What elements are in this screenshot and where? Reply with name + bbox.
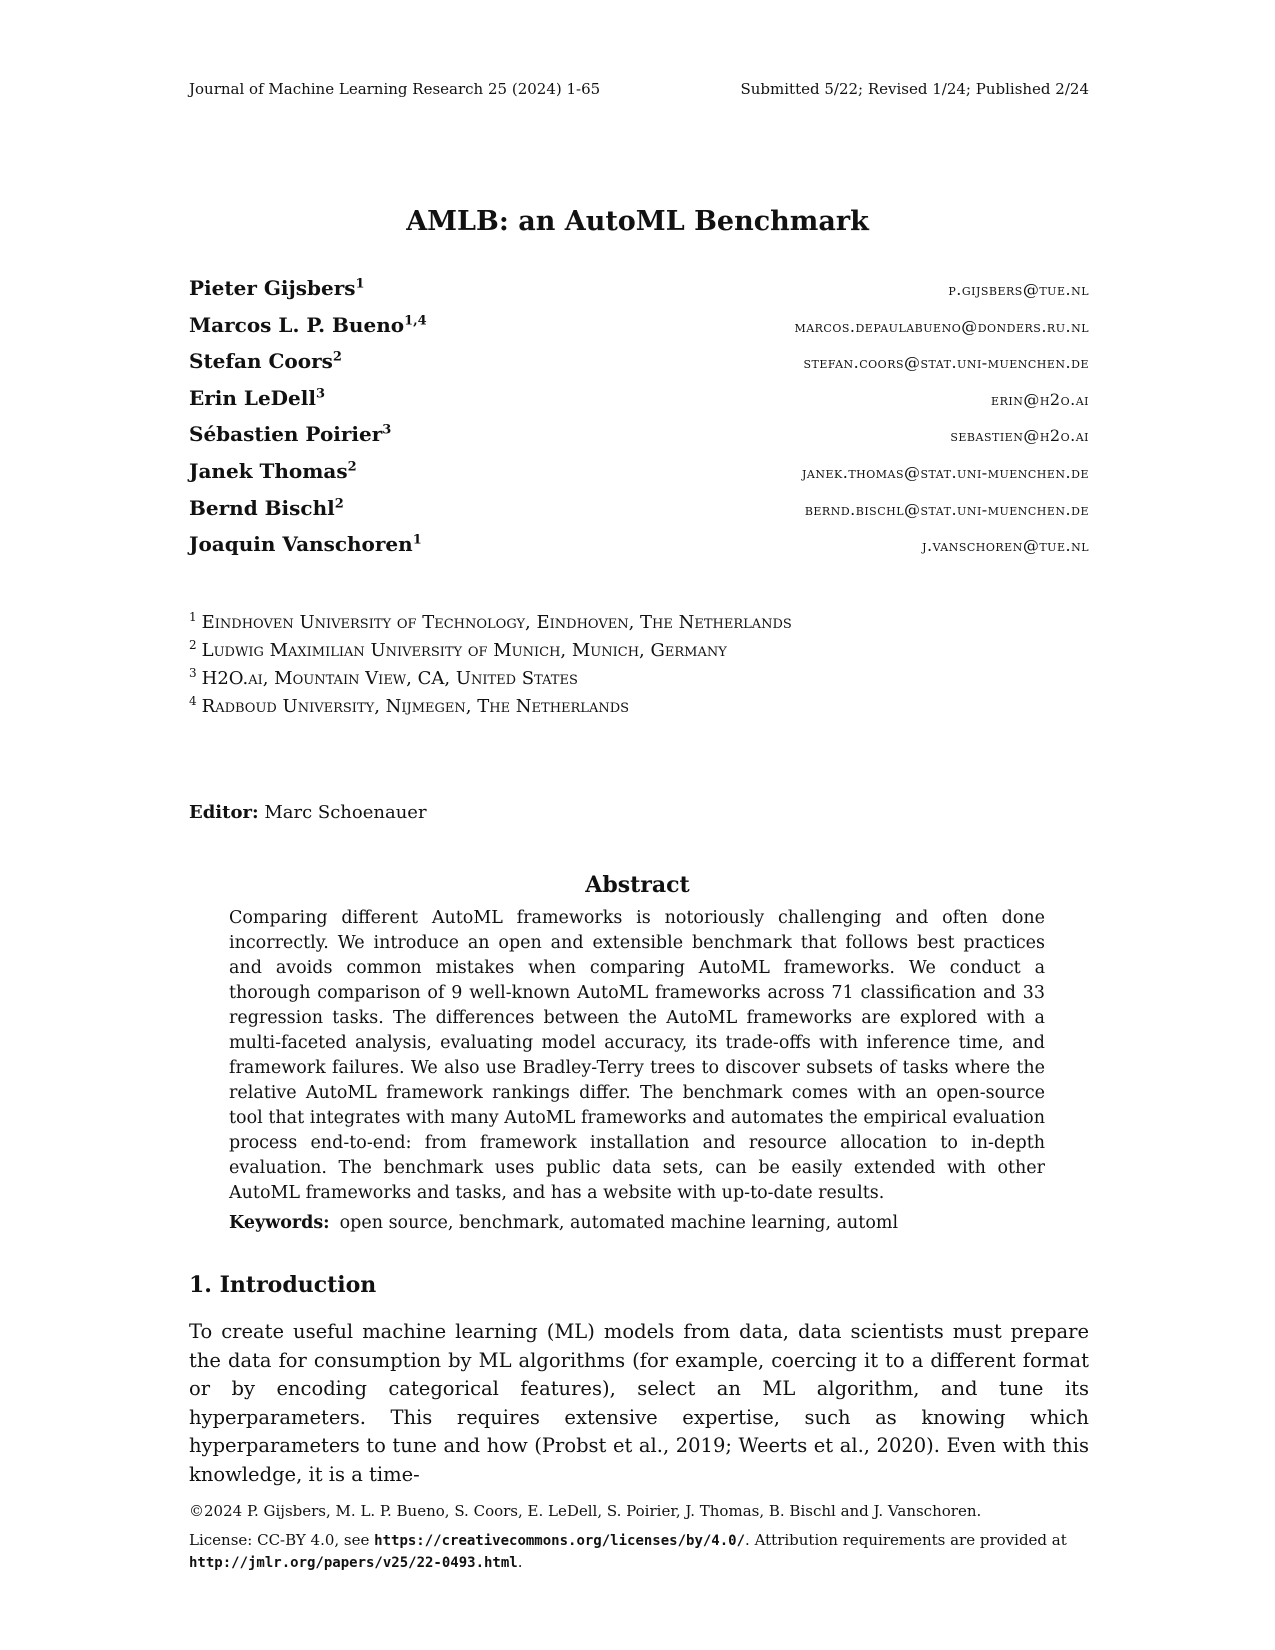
editor-line bbox=[189, 802, 427, 823]
author-email[interactable]: erin@h2o.ai bbox=[991, 389, 1089, 409]
author-email[interactable]: stefan.coors@stat.uni-muenchen.de bbox=[803, 353, 1089, 373]
author-row bbox=[189, 422, 1089, 459]
license-notice: License: CC-BY 4.0, see https://creativecommons.org/licenses/by/4.0/. Attribution requirements are provided at http://jmlr.org/papers/v25/22-0493.html. bbox=[189, 1531, 1067, 1571]
introduction-text: To create useful machine learning (ML) models from data, data scientists must prepare the data for consumption by ML algorithms (for example, coercing it to a different format or by encoding categorical features), select an ML algorithm, and tune its hyperparameters. This requires extensive expertise, such as knowing which hyperparameters to tune and how (Probst et al., 2019; Weerts et al., 2020). Even with this knowledge, it is a time- bbox=[189, 1320, 1089, 1486]
author-name: Sébastien Poirier$^3$ bbox=[189, 422, 392, 447]
abstract-heading: Abstract bbox=[585, 872, 690, 898]
author-name: Erin LeDell$^3$ bbox=[189, 385, 325, 410]
editor-name: Marc Schoenauer bbox=[264, 802, 427, 823]
author-row bbox=[189, 386, 1089, 423]
author-row bbox=[189, 276, 1089, 313]
author-name: Bernd Bischl$^2$ bbox=[189, 495, 344, 520]
affiliation: $^4$ Radboud University, Nijmegen, The Netherlands bbox=[189, 694, 630, 717]
editor-label: Editor: bbox=[189, 802, 259, 823]
author-email[interactable]: bernd.bischl@stat.uni-muenchen.de bbox=[804, 499, 1089, 519]
abstract-text: Comparing different AutoML frameworks is notoriously challenging and often done incorrectly. We introduce an open and extensible benchmark that follows best practices and avoids common mistakes when comparing AutoML frameworks. We conduct a thorough comparison of 9 well-known AutoML frameworks across 71 classification and 33 regression tasks. The differences between the AutoML frameworks are explored with a multi-faceted analysis, evaluating model accuracy, its trade-offs with inference time, and framework failures. We also use Bradley-Terry trees to discover subsets of tasks where the relative AutoML framework rankings differ. The benchmark comes with an open-source tool that integrates with many AutoML frameworks and automates the empirical evaluation process end-to-end: from framework installation and resource allocation to in-depth evaluation. The benchmark uses public data sets, can be easily extended with other AutoML frameworks and tasks, and has a website with up-to-date results. bbox=[229, 908, 1045, 1203]
author-email[interactable]: janek.thomas@stat.uni-muenchen.de bbox=[802, 462, 1089, 482]
author-email[interactable]: marcos.depaulabueno@donders.ru.nl bbox=[794, 316, 1089, 336]
affiliation: $^2$ Ludwig Maximilian University of Munich, Munich, Germany bbox=[189, 638, 727, 661]
affiliation: $^3$ H2O.ai, Mountain View, CA, United States bbox=[189, 666, 578, 689]
author-name: Stefan Coors$^2$ bbox=[189, 349, 342, 374]
paper-title: AMLB: an AutoML Benchmark bbox=[406, 206, 869, 237]
author-row bbox=[189, 532, 1089, 569]
author-email[interactable]: j.vanschoren@tue.nl bbox=[922, 536, 1089, 556]
paper-link[interactable]: http://jmlr.org/papers/v25/22-0493.html bbox=[189, 1555, 518, 1571]
author-name: Marcos L. P. Bueno$^{1,4}$ bbox=[189, 312, 427, 337]
affiliation: $^1$ Eindhoven University of Technology, Eindhoven, The Netherlands bbox=[189, 610, 792, 633]
section-heading-introduction: 1. Introduction bbox=[189, 1272, 377, 1298]
author-row bbox=[189, 459, 1089, 496]
license-link[interactable]: https://creativecommons.org/licenses/by/4.0/ bbox=[374, 1533, 746, 1549]
affiliation-list bbox=[189, 610, 1089, 722]
keywords-text: open source, benchmark, automated machine learning, automl bbox=[339, 1213, 899, 1233]
author-name: Janek Thomas$^2$ bbox=[189, 458, 357, 483]
author-email[interactable]: p.gijsbers@tue.nl bbox=[948, 280, 1089, 299]
publication-dates: Submitted 5/22; Revised 1/24; Published 2/24 bbox=[740, 80, 1089, 98]
keywords-line bbox=[229, 1213, 1045, 1233]
author-list bbox=[189, 276, 1089, 569]
copyright-notice: ©2024 P. Gijsbers, M. L. P. Bueno, S. Coors, E. LeDell, S. Poirier, J. Thomas, B. Bischl and J. Vanschoren. bbox=[189, 1502, 982, 1520]
author-name: Joaquin Vanschoren$^1$ bbox=[189, 532, 422, 557]
author-row bbox=[189, 349, 1089, 386]
running-header bbox=[189, 80, 1089, 98]
author-email[interactable]: sebastien@h2o.ai bbox=[950, 426, 1089, 446]
author-row bbox=[189, 313, 1089, 350]
keywords-label: Keywords: bbox=[229, 1213, 330, 1233]
journal-citation: Journal of Machine Learning Research 25 (2024) 1-65 bbox=[189, 80, 601, 98]
author-name: Pieter Gijsbers$^1$ bbox=[189, 276, 365, 300]
author-row bbox=[189, 496, 1089, 533]
